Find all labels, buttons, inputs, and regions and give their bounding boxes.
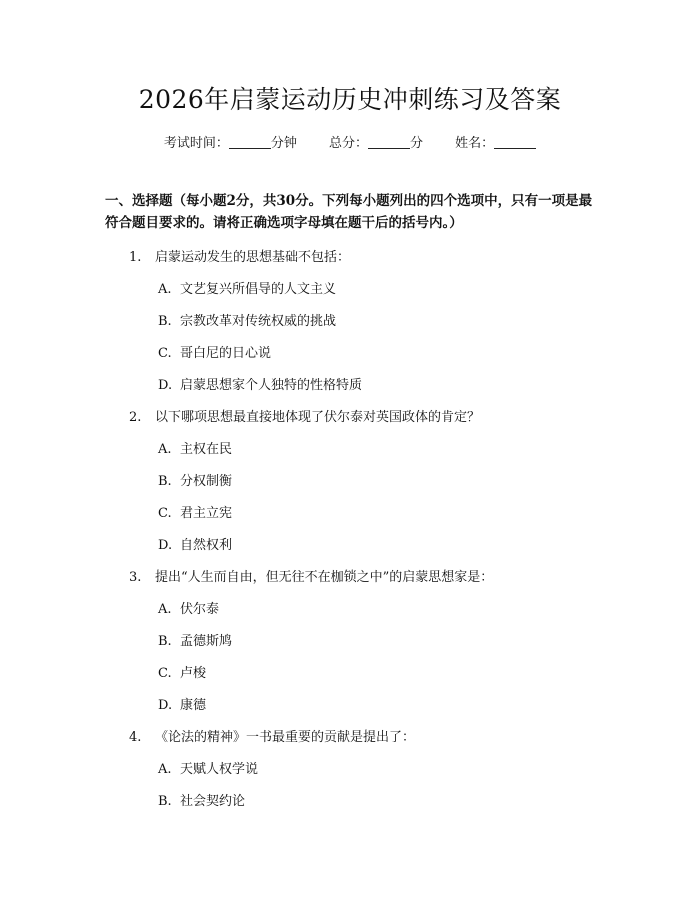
- option-text: 康德: [180, 698, 207, 713]
- option-letter: B.: [158, 314, 172, 329]
- question-2-option-c[interactable]: [158, 502, 232, 521]
- section-heading: 一、选择题（每小题2分，共30分。下列每小题列出的四个选项中，只有一项是最符合题目要求的。请将正确选项字母填在题干后的括号内。）: [105, 193, 593, 231]
- option-letter: D.: [158, 698, 173, 713]
- question-1-option-b[interactable]: [158, 310, 336, 329]
- exam-time-unit: 分钟: [270, 136, 297, 151]
- option-letter: B.: [158, 634, 172, 649]
- question-1-option-d[interactable]: [158, 374, 362, 393]
- question-4-option-b[interactable]: [158, 790, 245, 809]
- question-1-option-a[interactable]: [158, 278, 336, 297]
- exam-time-blank[interactable]: [229, 136, 271, 149]
- question-1: [129, 246, 350, 265]
- option-letter: B.: [158, 794, 172, 809]
- question-text: 提出“人生而自由，但无往不在枷锁之中”的启蒙思想家是：: [155, 570, 494, 585]
- total-score-field: [329, 136, 427, 151]
- option-text: 社会契约论: [180, 794, 246, 809]
- student-name-blank[interactable]: [494, 136, 536, 149]
- student-name-label: 姓名：: [455, 136, 495, 151]
- question-text: 启蒙运动发生的思想基础不包括：: [155, 250, 351, 265]
- question-4-option-a[interactable]: [158, 758, 258, 777]
- option-letter: D.: [158, 378, 173, 393]
- option-text: 天赋人权学说: [180, 762, 259, 777]
- question-number: 1.: [129, 250, 142, 265]
- question-3-option-c[interactable]: [158, 662, 206, 681]
- option-text: 孟德斯鸠: [180, 634, 233, 649]
- option-letter: C.: [158, 346, 172, 361]
- option-text: 君主立宪: [180, 506, 233, 521]
- option-letter: A.: [158, 762, 172, 777]
- option-text: 启蒙思想家个人独特的性格特质: [180, 378, 363, 393]
- total-score-blank[interactable]: [368, 136, 410, 149]
- question-number: 4.: [129, 730, 142, 745]
- question-2: [129, 406, 480, 425]
- question-text: 《论法的精神》一书最重要的贡献是提出了：: [155, 730, 416, 745]
- option-letter: C.: [158, 666, 172, 681]
- option-letter: A.: [158, 442, 172, 457]
- total-score-label: 总分：: [328, 136, 368, 151]
- student-name-field: [455, 136, 536, 151]
- option-letter: C.: [158, 506, 172, 521]
- question-3-option-b[interactable]: [158, 630, 232, 649]
- exam-meta-line: [0, 132, 700, 151]
- question-3: [129, 566, 493, 585]
- option-text: 伏尔泰: [180, 602, 220, 617]
- option-text: 主权在民: [180, 442, 233, 457]
- question-2-option-d[interactable]: [158, 534, 232, 553]
- exam-time-field: [164, 136, 301, 151]
- total-score-unit: 分: [410, 136, 424, 151]
- question-3-option-a[interactable]: [158, 598, 219, 617]
- option-text: 宗教改革对传统权威的挑战: [180, 314, 337, 329]
- option-letter: B.: [158, 474, 172, 489]
- option-text: 自然权利: [180, 538, 233, 553]
- question-2-option-b[interactable]: [158, 470, 232, 489]
- option-letter: D.: [158, 538, 173, 553]
- question-3-option-d[interactable]: [158, 694, 206, 713]
- question-2-option-a[interactable]: [158, 438, 232, 457]
- question-1-option-c[interactable]: [158, 342, 271, 361]
- option-text: 文艺复兴所倡导的人文主义: [180, 282, 337, 297]
- option-letter: A.: [158, 602, 172, 617]
- question-text: 以下哪项思想最直接地体现了伏尔泰对英国政体的肯定？: [155, 410, 481, 425]
- question-number: 3.: [129, 570, 142, 585]
- question-4: [129, 726, 415, 745]
- option-text: 分权制衡: [180, 474, 233, 489]
- exam-time-label: 考试时间：: [163, 136, 229, 151]
- option-text: 哥白尼的日心说: [180, 346, 272, 361]
- option-letter: A.: [158, 282, 172, 297]
- page-title: 2026年启蒙运动历史冲刺练习及答案: [138, 85, 562, 114]
- question-number: 2.: [129, 410, 142, 425]
- option-text: 卢梭: [180, 666, 207, 681]
